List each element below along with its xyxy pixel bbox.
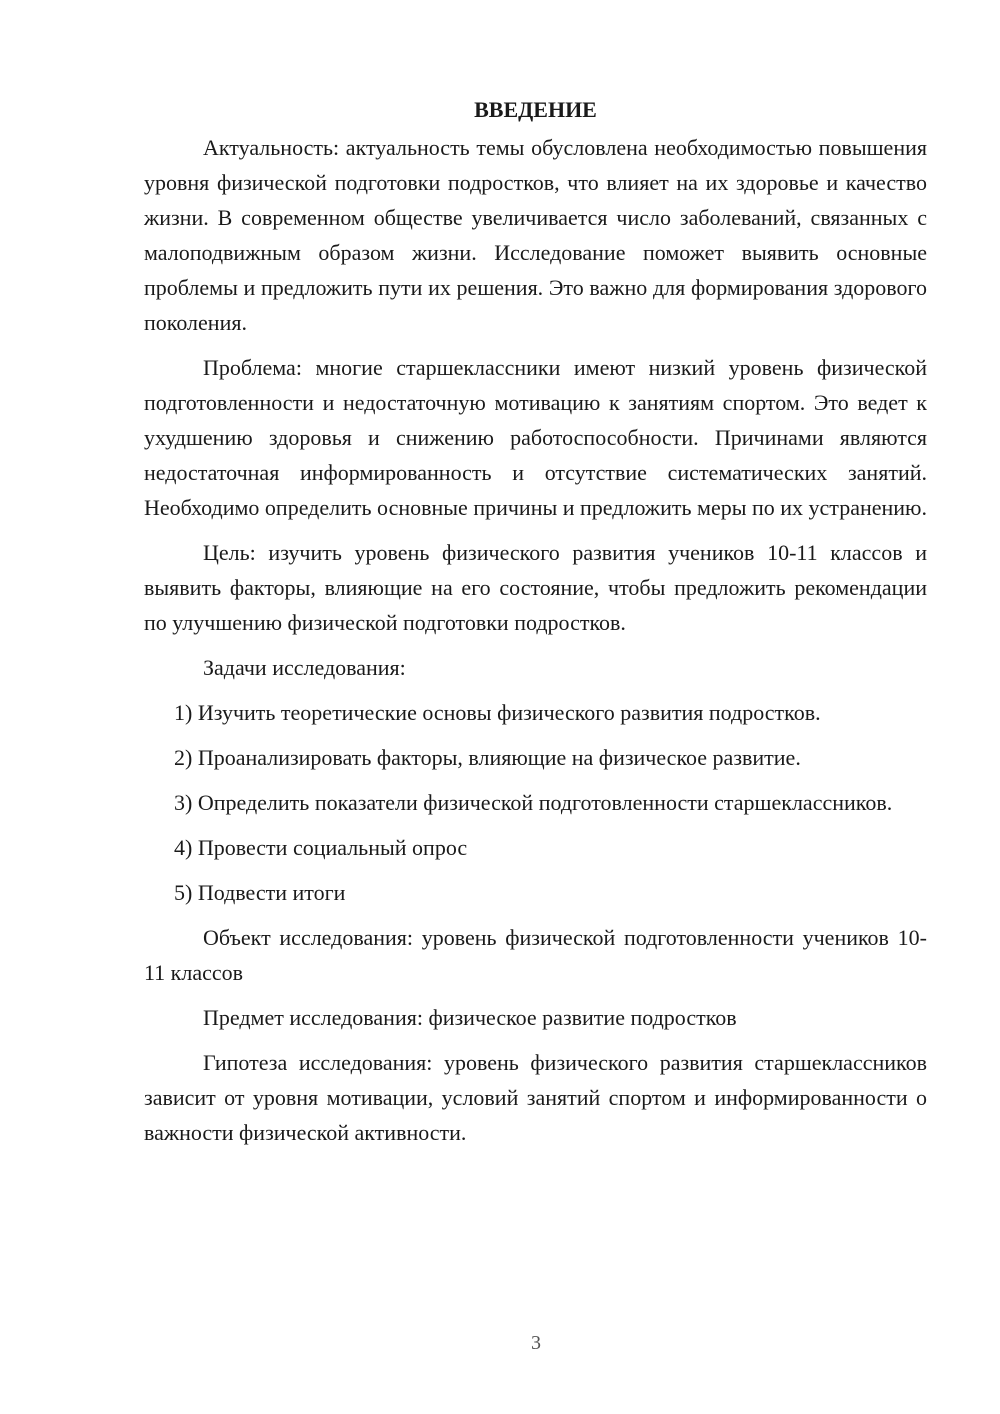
paragraph-goal: Цель: изучить уровень физического развития учеников 10-11 классов и выявить факторы, влияющие на его состояние, чтобы предложить рекомендации по улучшению физической подготовки подростков.: [144, 540, 927, 635]
page-number: 3: [531, 1332, 541, 1354]
paragraph-problem: Проблема: многие старшеклассники имеют низкий уровень физической подготовленности и недостаточную мотивацию к занятиям спортом. Это ведет к ухудшению здоровья и снижению работоспособности. Причинами являются недостаточная информированность и отсутствие систематических занятий. Необходимо определить основные причины и предложить меры по их устранению.: [144, 355, 927, 520]
section-title: ВВЕДЕНИЕ: [474, 97, 597, 122]
task-item: 3) Определить показатели физической подготовленности старшеклассников.: [174, 790, 893, 815]
paragraph-subject: Предмет исследования: физическое развитие подростков: [203, 1005, 737, 1030]
paragraph-relevance: Актуальность: актуальность темы обусловлена необходимостью повышения уровня физической подготовки подростков, что влияет на их здоровье и качество жизни. В современном обществе увеличивается число заболеваний, связанных с малоподвижным образом жизни. Исследование поможет выявить основные проблемы и предложить пути их решения. Это важно для формирования здорового поколения.: [144, 135, 927, 335]
paragraph-tasks-heading: Задачи исследования:: [203, 655, 406, 680]
task-item: 2) Проанализировать факторы, влияющие на физическое развитие.: [174, 745, 801, 770]
page-content: [144, 92, 927, 1160]
task-item: 1) Изучить теоретические основы физического развития подростков.: [174, 700, 821, 725]
task-item: 4) Провести социальный опрос: [174, 835, 468, 860]
paragraph-object: Объект исследования: уровень физической подготовленности учеников 10-11 классов: [144, 925, 927, 985]
paragraph-hypothesis: Гипотеза исследования: уровень физического развития старшеклассников зависит от уровня мотивации, условий занятий спортом и информированности о важности физической активности.: [144, 1050, 927, 1145]
task-item: 5) Подвести итоги: [174, 880, 346, 905]
